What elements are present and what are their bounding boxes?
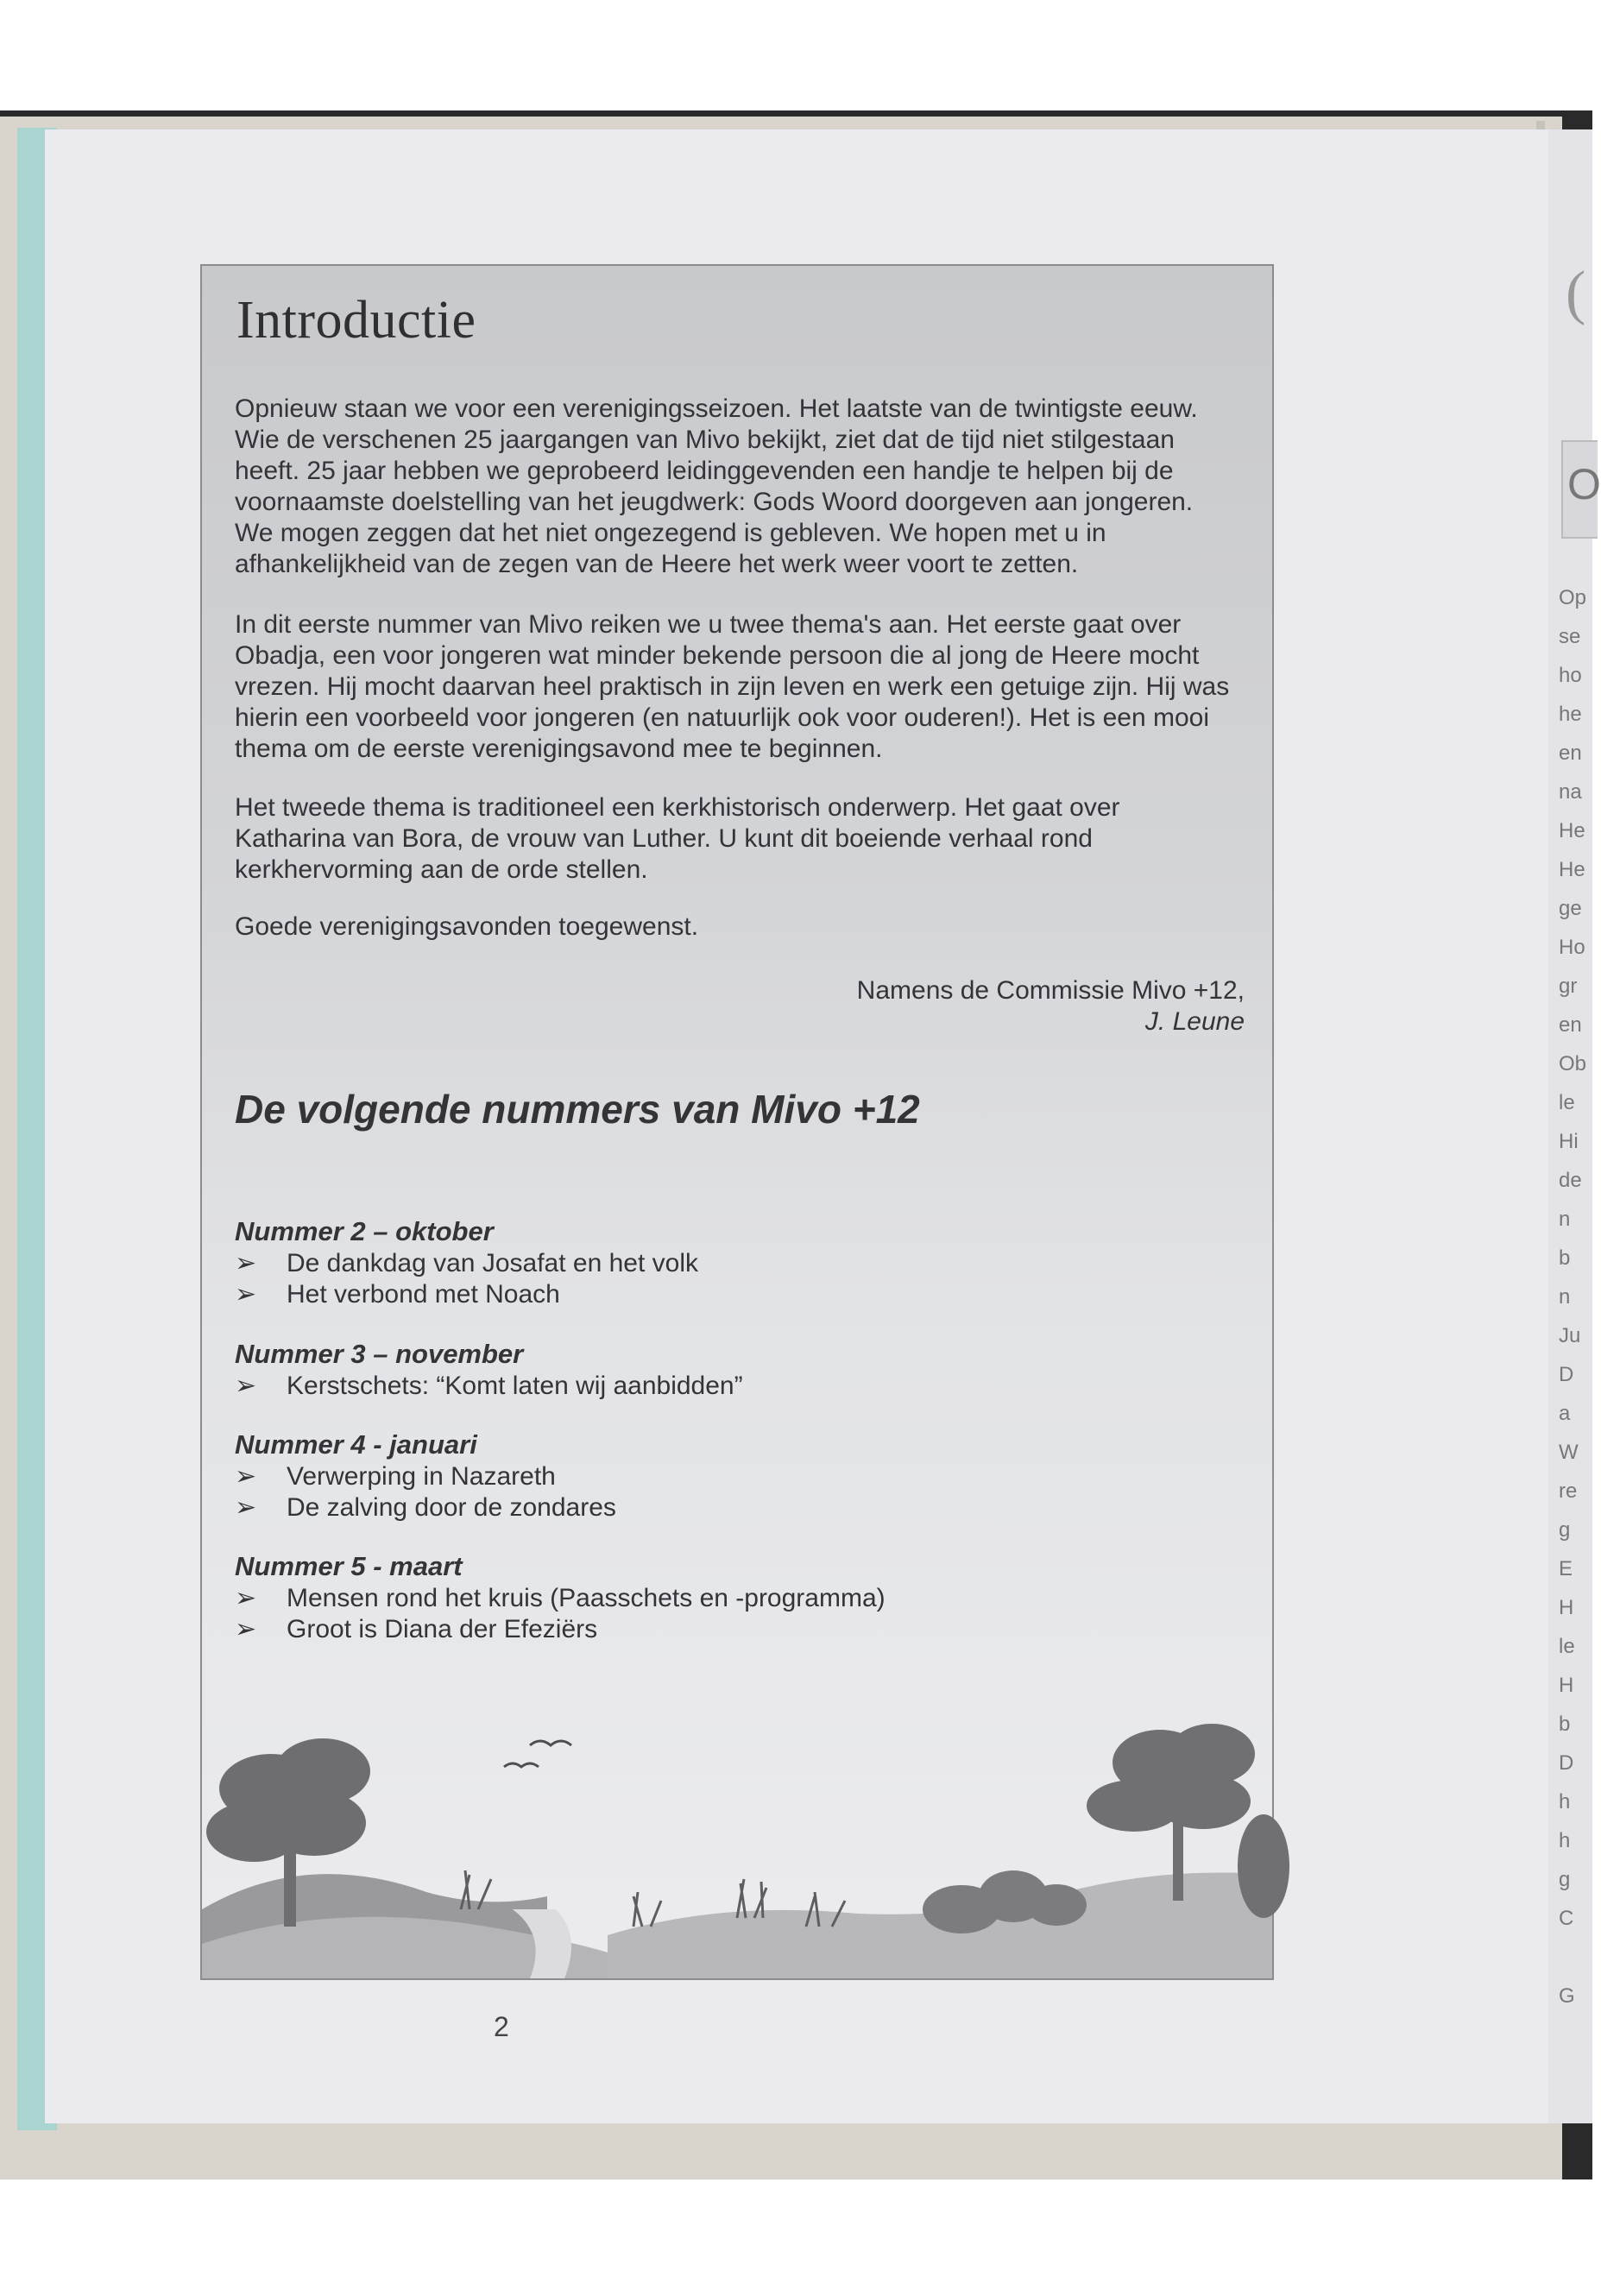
facing-page-letter: ho bbox=[1559, 664, 1582, 687]
issue-block bbox=[235, 1338, 1098, 1402]
facing-page-letter: Hi bbox=[1559, 1130, 1579, 1153]
facing-page-letter bbox=[1559, 1938, 1585, 1977]
facing-page-letter: C bbox=[1559, 1907, 1574, 1930]
facing-page-letter: h bbox=[1559, 1790, 1571, 1813]
signature-name: J. Leune bbox=[1144, 1007, 1245, 1036]
birds-icon bbox=[504, 1741, 571, 1767]
list-item-text: Het verbond met Noach bbox=[287, 1280, 560, 1309]
facing-page-letter: D bbox=[1559, 1363, 1574, 1386]
list-item-text: Groot is Diana der Efeziërs bbox=[287, 1615, 598, 1643]
page-number: 2 bbox=[494, 2011, 509, 2042]
paragraph-closing: Goede verenigingsavonden toegewenst. bbox=[235, 912, 699, 941]
paragraph-first-theme: In dit eerste nummer van Mivo reiken we u twee thema's aan. Het eerste gaat over Obadja, een voor jongeren wat minder bekende persoon die al jong de Heere mocht vrezen. Hij mocht daarvan heel praktisch in zijn leven en werk een getuige zijn. Hij was hierin een voorbeeld voor jongeren (en natuurlijk ook voor ouderen!). Het is een mooi thema om de eerste verenigingsavond mee te beginnen. bbox=[235, 610, 1230, 763]
list-item bbox=[235, 1461, 1098, 1492]
list-item-text: De dankdag van Josafat en het volk bbox=[287, 1249, 698, 1277]
facing-page-letter: a bbox=[1559, 1402, 1571, 1425]
facing-page-letter: He bbox=[1559, 858, 1585, 881]
list-item bbox=[235, 1583, 1098, 1614]
facing-page-letter: G bbox=[1559, 1984, 1575, 2008]
issue-block bbox=[235, 1429, 1098, 1523]
list-item bbox=[235, 1614, 1098, 1645]
facing-page-fragment bbox=[1548, 129, 1601, 2123]
upcoming-heading: De volgende nummers van Mivo +12 bbox=[235, 1087, 920, 1132]
facing-page-letter: gr bbox=[1559, 975, 1578, 998]
facing-page-letter: de bbox=[1559, 1169, 1582, 1192]
issue-block bbox=[235, 1215, 1098, 1310]
arrow-bullet-icon: ➢ bbox=[235, 1280, 257, 1309]
facing-page-letter: n bbox=[1559, 1208, 1571, 1231]
issue-title: Nummer 5 - maart bbox=[235, 1551, 463, 1581]
arrow-bullet-icon: ➢ bbox=[235, 1249, 257, 1277]
facing-page-letter: Ob bbox=[1559, 1052, 1587, 1075]
facing-page-letter: ge bbox=[1559, 897, 1582, 920]
list-item-text: Verwerping in Nazareth bbox=[287, 1462, 556, 1491]
issue-title: Nummer 2 – oktober bbox=[235, 1216, 494, 1246]
list-item bbox=[235, 1248, 1098, 1279]
arrow-bullet-icon: ➢ bbox=[235, 1493, 257, 1522]
signature-line: Namens de Commissie Mivo +12, bbox=[856, 976, 1245, 1005]
facing-page-letter: n bbox=[1559, 1285, 1571, 1309]
list-item bbox=[235, 1492, 1098, 1523]
article-frame bbox=[200, 264, 1274, 1980]
facing-page-letter: le bbox=[1559, 1091, 1575, 1114]
facing-page-letter: he bbox=[1559, 703, 1582, 726]
facing-page-letter: H bbox=[1559, 1674, 1574, 1697]
facing-page-letter: E bbox=[1559, 1557, 1573, 1580]
list-item-text: De zalving door de zondares bbox=[287, 1493, 616, 1522]
arrow-bullet-icon: ➢ bbox=[235, 1584, 257, 1612]
facing-page-letter: le bbox=[1559, 1635, 1575, 1658]
facing-page-letter: W bbox=[1559, 1441, 1579, 1464]
facing-page-letter: en bbox=[1559, 741, 1582, 765]
article-title: Introductie bbox=[236, 291, 476, 350]
facing-page-letter: na bbox=[1559, 780, 1582, 804]
landscape-illustration bbox=[202, 1694, 1272, 1978]
paragraph-intro: Opnieuw staan we voor een verenigingsseizoen. Het laatste van de twintigste eeuw. Wie de verschenen 25 jaargangen van Mivo bekijkt, ziet dat de tijd niet stilgestaan heeft. 25 jaar hebben we geprobeerd leidinggevenden een handje te helpen bij de voornaamste doelstelling van het jeugdwerk: Gods Woord doorgeven aan jongeren. We mogen zeggen dat het niet ongezegend is gebleven. We hopen met u in afhankelijkheid van de zegen van de Heere het werk weer voort te zetten. bbox=[235, 394, 1198, 578]
facing-page-letter: b bbox=[1559, 1246, 1571, 1270]
facing-page-letter: He bbox=[1559, 819, 1585, 842]
facing-page-letter: Ju bbox=[1559, 1324, 1581, 1347]
list-item-text: Kerstschets: “Komt laten wij aanbidden” bbox=[287, 1372, 743, 1400]
facing-page-letter: Ho bbox=[1559, 936, 1585, 959]
arrow-bullet-icon: ➢ bbox=[235, 1462, 257, 1491]
signature-block bbox=[857, 975, 1245, 1038]
facing-page-cap: ( bbox=[1566, 260, 1586, 326]
list-item bbox=[235, 1371, 1098, 1402]
facing-page-box-letter: O bbox=[1567, 460, 1601, 508]
issue-title: Nummer 3 – november bbox=[235, 1339, 524, 1369]
facing-page-text bbox=[1559, 578, 1585, 2015]
facing-page-letter: en bbox=[1559, 1013, 1582, 1037]
issue-title: Nummer 4 - januari bbox=[235, 1429, 477, 1460]
list-item bbox=[235, 1279, 1098, 1310]
facing-page-letter: re bbox=[1559, 1479, 1578, 1503]
facing-page-letter: h bbox=[1559, 1829, 1571, 1852]
facing-page-letter: D bbox=[1559, 1751, 1574, 1775]
facing-page-letter: H bbox=[1559, 1596, 1574, 1619]
facing-page-letter: Op bbox=[1559, 586, 1587, 609]
facing-page-letter: b bbox=[1559, 1713, 1571, 1736]
facing-page-letter: g bbox=[1559, 1518, 1571, 1542]
facing-page-letter: se bbox=[1559, 625, 1581, 648]
arrow-bullet-icon: ➢ bbox=[235, 1615, 257, 1643]
facing-page-letter: g bbox=[1559, 1868, 1571, 1891]
paragraph-second-theme: Het tweede thema is traditioneel een kerkhistorisch onderwerp. Het gaat over Katharina van Bora, de vrouw van Luther. U kunt dit boeiende verhaal rond kerkhervorming aan de orde stellen. bbox=[235, 793, 1120, 884]
arrow-bullet-icon: ➢ bbox=[235, 1372, 257, 1400]
issue-block bbox=[235, 1550, 1098, 1645]
list-item-text: Mensen rond het kruis (Paasschets en -programma) bbox=[287, 1584, 886, 1612]
